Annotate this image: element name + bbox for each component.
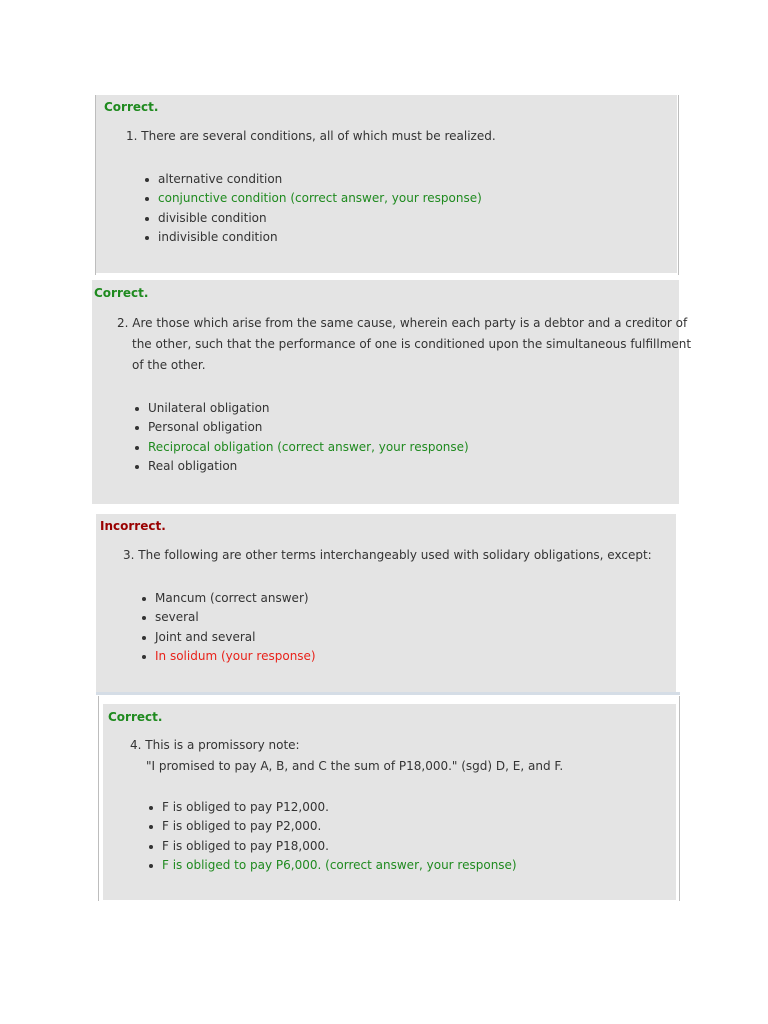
option-3c: Joint and several: [142, 628, 316, 647]
options-list-1: [145, 170, 482, 248]
question-text-2-cont-2: of the other.: [132, 358, 206, 372]
option-2c: Reciprocal obligation (correct answer, your response): [135, 438, 469, 457]
question-text-3: 3. The following are other terms interchangeably used with solidary obligations, except:: [123, 548, 652, 562]
options-list-4: [149, 798, 517, 876]
card-1-left-border: [95, 95, 96, 275]
card-3-bottom-band: [96, 692, 680, 695]
question-text-2-cont-1: the other, such that the performance of one is conditioned upon the simultaneous fulfillment: [132, 337, 692, 351]
option-2d: Real obligation: [135, 457, 469, 476]
option-4a: F is obliged to pay P12,000.: [149, 798, 517, 817]
options-list-3: [142, 589, 316, 667]
question-text-1: 1. There are several conditions, all of which must be realized.: [126, 129, 496, 143]
card-4-left-border: [98, 696, 99, 901]
option-2b: Personal obligation: [135, 418, 469, 437]
option-3a: Mancum (correct answer): [142, 589, 316, 608]
option-4d: F is obliged to pay P6,000. (correct answer, your response): [149, 856, 517, 875]
result-status-3: Incorrect.: [100, 519, 166, 533]
result-status-2: Correct.: [94, 286, 149, 300]
question-text-2: 2. Are those which arise from the same cause, wherein each party is a debtor and a creditor of: [117, 316, 688, 330]
options-list-2: [135, 399, 469, 477]
card-4-right-border: [679, 696, 680, 901]
option-3b: several: [142, 608, 316, 627]
option-1c: divisible condition: [145, 209, 482, 228]
option-4b: F is obliged to pay P2,000.: [149, 817, 517, 836]
question-text-4: 4. This is a promissory note:: [130, 738, 300, 752]
option-3d: In solidum (your response): [142, 647, 316, 666]
option-1d: indivisible condition: [145, 228, 482, 247]
result-status-4: Correct.: [108, 710, 163, 724]
card-1-right-border: [678, 95, 679, 275]
question-quote-4: "I promised to pay A, B, and C the sum of P18,000." (sgd) D, E, and F.: [146, 759, 564, 773]
option-2a: Unilateral obligation: [135, 399, 469, 418]
option-1a: alternative condition: [145, 170, 482, 189]
result-status-1: Correct.: [104, 100, 159, 114]
option-4c: F is obliged to pay P18,000.: [149, 837, 517, 856]
option-1b: conjunctive condition (correct answer, your response): [145, 189, 482, 208]
